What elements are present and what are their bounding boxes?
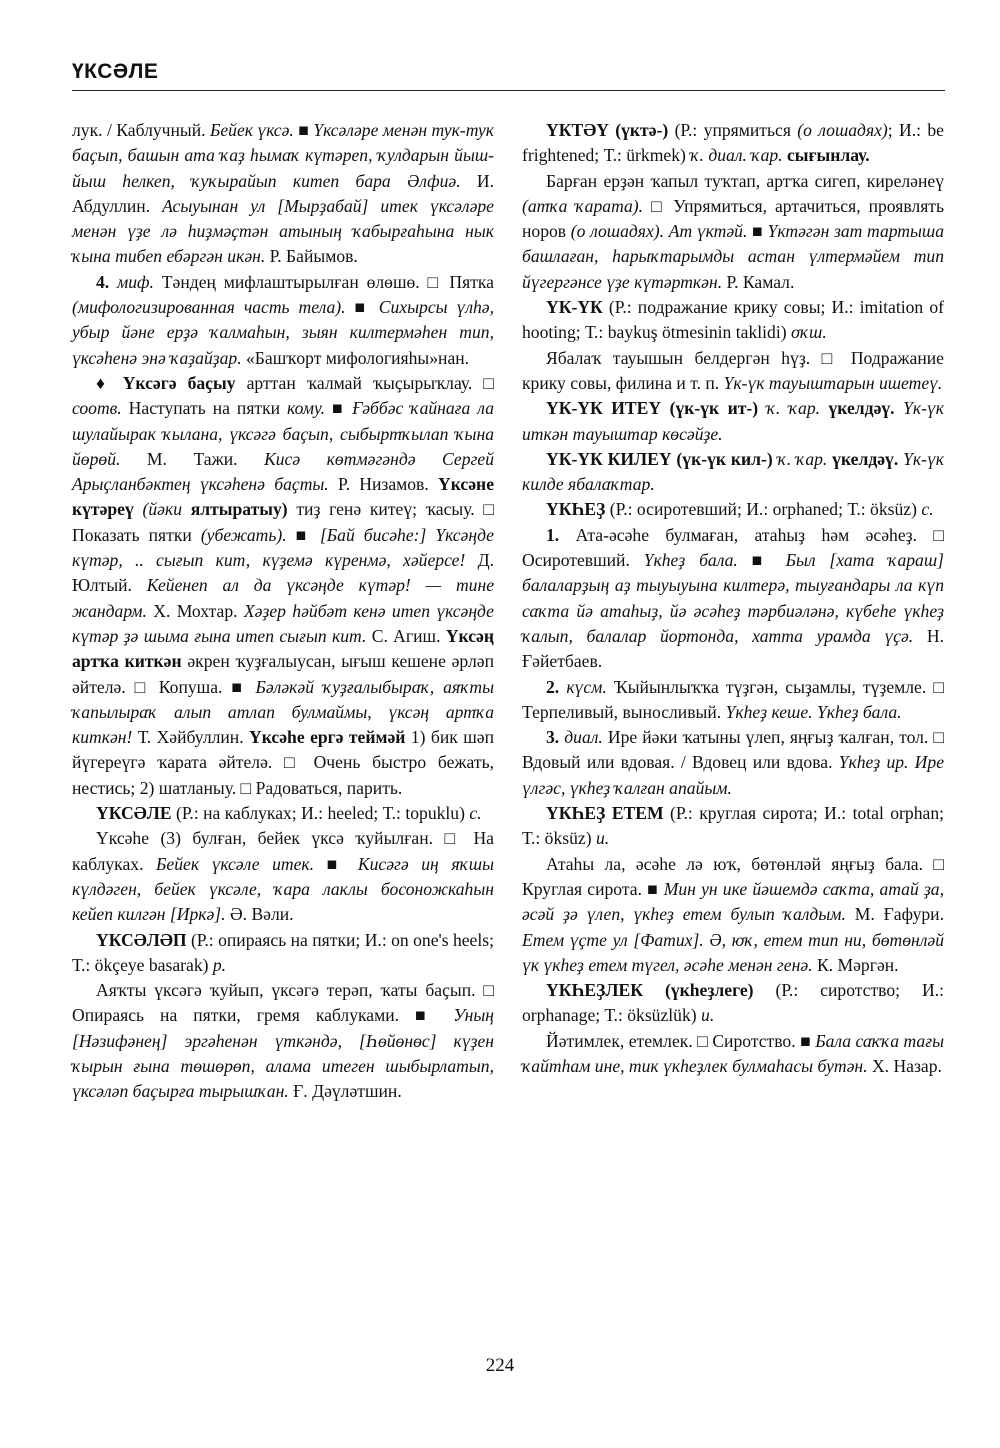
entry-headword-uk-uk-iteu: ҮК-ҮК ИТЕҮ (үк-үк ит-) ҡ. ҡар. үкелдәү. Үк-үк иткән тауыштар көсәйҙе. — [522, 398, 944, 444]
right-column — [522, 118, 944, 1079]
entry-headword-ukhez-etem: ҮКҺЕҘ ЕТЕМ (Р.: круглая сирота; И.: total orphan; Т.: öksüz) и. — [522, 803, 945, 849]
right-paragraph: 3. диал. Ире йәки ҡатыны үлеп, яңғыҙ ҡалған, тол. □ Вдовый или вдовая. / Вдовец или вдова. Үкһеҙ ир. Ире үлгәс, үкһеҙ ҡалған апайым. — [522, 727, 944, 798]
entry-headword-ukselep: ҮКСӘЛӘП (Р.: опираясь на пятки; И.: on one's heels; Т.: ökçeye basarak) р. — [72, 929, 494, 975]
left-paragraph: 4. миф. Тәндең мифлаштырылған өлөшө. □ Пятка (мифологизированная часть тела). ■ Сихырсы үлһә, убыр йәне ерҙә ҡалмаһын, зыян килтермәһен тип, үксәһенә энә ҡаҙайҙар. «Башҡорт мифологияһы»нан. — [72, 271, 495, 368]
left-paragraph: ♦ Үксәгә баҫыу арттан ҡалмай ҡыҫырыҡлау. □ соотв. Наступать на пятки кому. ■ Ғәббәс ҡайнаға ла шулайырак ҡылана, үксәгә баҫып, сыбыртҡылап ҡына йөрөй. М. Тажи. Кисә көтмәгәндә Сергей Арыҫланбәктең үксәһенә баҫты. Р. Низамов. Үксәне күтәреү (йәки ялтыратыу) тиҙ генә китеү; ҡасыу. □ Показать пятки (убежать). ■ [Бай бисәһе:] Үксәңде күтәр, .. сығып кит, күҙемә күренмә, хәйерсе! Д. Юлтый. Кейенеп ал да үксәңде күтәр! — тине жандарм. Х. Мохтар. Хәҙер һәйбәт кенә итеп үксәңде күтәр ҙә шыма ғына итеп сығып кит. С. Агиш. Үксәң артҡа киткән әкрен ҡуҙғалыусан, ығыш кешене әрләп әйтелә. □ Копуша. ■ Бәләкәй ҡуҙғалыбыраҡ, аяҡты ҡапылыраҡ алып атлап булмаймы, үксәң артҡа киткән! Т. Хәйбуллин. Үксәһе ергә теймәй 1) бик шәп йүгереүгә ҡарата әйтелә. □ Очень быстро бежать, нестись; 2) шатланыу. □ Радоваться, парить. — [72, 372, 495, 798]
header-rule — [72, 90, 945, 91]
right-paragraph: 2. күсм. Ҡыйынлыҡҡа түҙгән, сыҙамлы, түҙемле. □ Терпеливый, выносливый. Үкһеҙ кеше. Үкһеҙ бала. — [522, 676, 944, 722]
entry-headword-uk-uk-kileu: ҮК-ҮК КИЛЕҮ (үк-үк кил-) ҡ. ҡар. үкелдәү. Үк-үк килде ябалаҡтар. — [522, 448, 944, 495]
right-paragraph: Атаһы ла, әсәһе лә юҡ, бөтөнләй яңғыҙ бала. □ Круглая сирота. ■ Мин ун ике йәшемдә саҡта, атай ҙа, әсәй ҙә үлеп, үкһеҙ етем булып ҡалдым. М. Ғафури. Етем үҫте ул [Фатих]. Ә, юҡ, етем тип ни, бөтөнләй үк үкһеҙ етем түгел, әсәһе менән генә. К. Мәргән. — [522, 853, 944, 975]
page-number: 224 — [485, 1355, 515, 1376]
right-paragraph: Барған ерҙән ҡапыл туҡтап, артҡа сигеп, киреләнеү (атҡа ҡарата). □ Упрямиться, артачиться, проявлять норов (о лошадях). Ат үктәй. ■ Үктәгән зат тартыша башлаған, һарыҡтарымды астан үлтермәйем тип йүгергәнсе үҙе күтәрткән. Р. Камал. — [522, 170, 945, 292]
left-paragraph: лук. / Каблучный. Бейек үксә. ■ Үксәләре менән тук-тук баҫып, башын ата ҡаҙ һымаҡ күтәреп, ҡулдарын йыш-йыш һелкеп, ҡуҡырайып китеп бара Әлфиә. И. Абдуллин. Асыуынан ул [Мырҙабай] итек үксәләре менән үҙе лә һиҙмәҫтән атының ҡабырғаһына нык ҡына тибеп ебәргән икән. Р. Байымов. — [72, 120, 494, 267]
left-column — [72, 118, 494, 1105]
entry-headword-ukhezlek: ҮКҺЕҘЛЕК (үкһеҙлеге) (Р.: сиротство; И.: orphanage; Т.: öksüzlük) и. — [522, 980, 944, 1026]
entry-headword-uk-uk: ҮК-ҮК (Р.: подражание крику совы; И.: imitation of hooting; Т.: baykuş ötmesinin taklidi) оҡш. — [522, 297, 944, 343]
left-paragraph: Үксәһе (3) булған, бейек үксә ҡуйылған. □ На каблуках. Бейек үксәле итек. ■ Кисәгә иң яҡшы күлдәген, бейек үксәле, ҡара лаклы босоножкаһын кейеп килгән [Иркә]. Ә. Вәли. — [72, 828, 494, 925]
right-paragraph: 1. Ата-әсәһе булмаған, атаһыҙ һәм әсәһеҙ. □ Осиротевший. Үкһеҙ бала. ■ Был [хата ҡараш] балаларҙың аҙ тыуыуына килтерә, тыуғандары ла күп саҡта йә атаһыҙ, йә әсәһеҙ тәрбиәләнә, күбеһе үкһеҙ ҡалып, балалар йортонда, хатта урамда үҫә. Н. Ғәйетбаев. — [522, 524, 944, 672]
entry-headword-ukhez: ҮКҺЕҘ (Р.: осиротевший; И.: orphaned; Т.: öksüz) с. — [546, 499, 934, 520]
right-paragraph: Йәтимлек, етемлек. □ Сиротство. ■ Бала саҡҡа тағы ҡайтһам ине, тик үкһеҙлек булмаһасы бутән. Х. Назар. — [522, 1030, 944, 1076]
entry-headword-ukseole: ҮКСӘЛЕ (Р.: на каблуках; И.: heeled; Т.: topuklu) с. — [96, 803, 482, 824]
right-paragraph: Ябалаҡ тауышын белдергән һүҙ. □ Подражание крику совы, филина и т. п. Үк-үк тауыштарын ишетеү. — [522, 347, 944, 393]
left-paragraph: Аяҡты үксәгә ҡуйып, үксәгә терәп, ҡаты баҫып. □ Опираясь на пятки, гремя каблуками. ■ Уның [Нәзифәнең] эргәһенән үткәндә, [Һөйөнөс] күҙен ҡырын ғына төшөрөп, алама итеген шыбырлатып, үксәләп баҫырға тырышҡан. Ғ. Дәүләтшин. — [72, 980, 494, 1102]
entry-headword-ukteu: ҮКТӘҮ (үктә-) (Р.: упрямиться (о лошадях); И.: be frightened; Т.: ürkmek) ҡ. диал. ҡар. сығынлау. — [522, 120, 944, 166]
running-head: ҮКСӘЛЕ — [72, 60, 159, 83]
